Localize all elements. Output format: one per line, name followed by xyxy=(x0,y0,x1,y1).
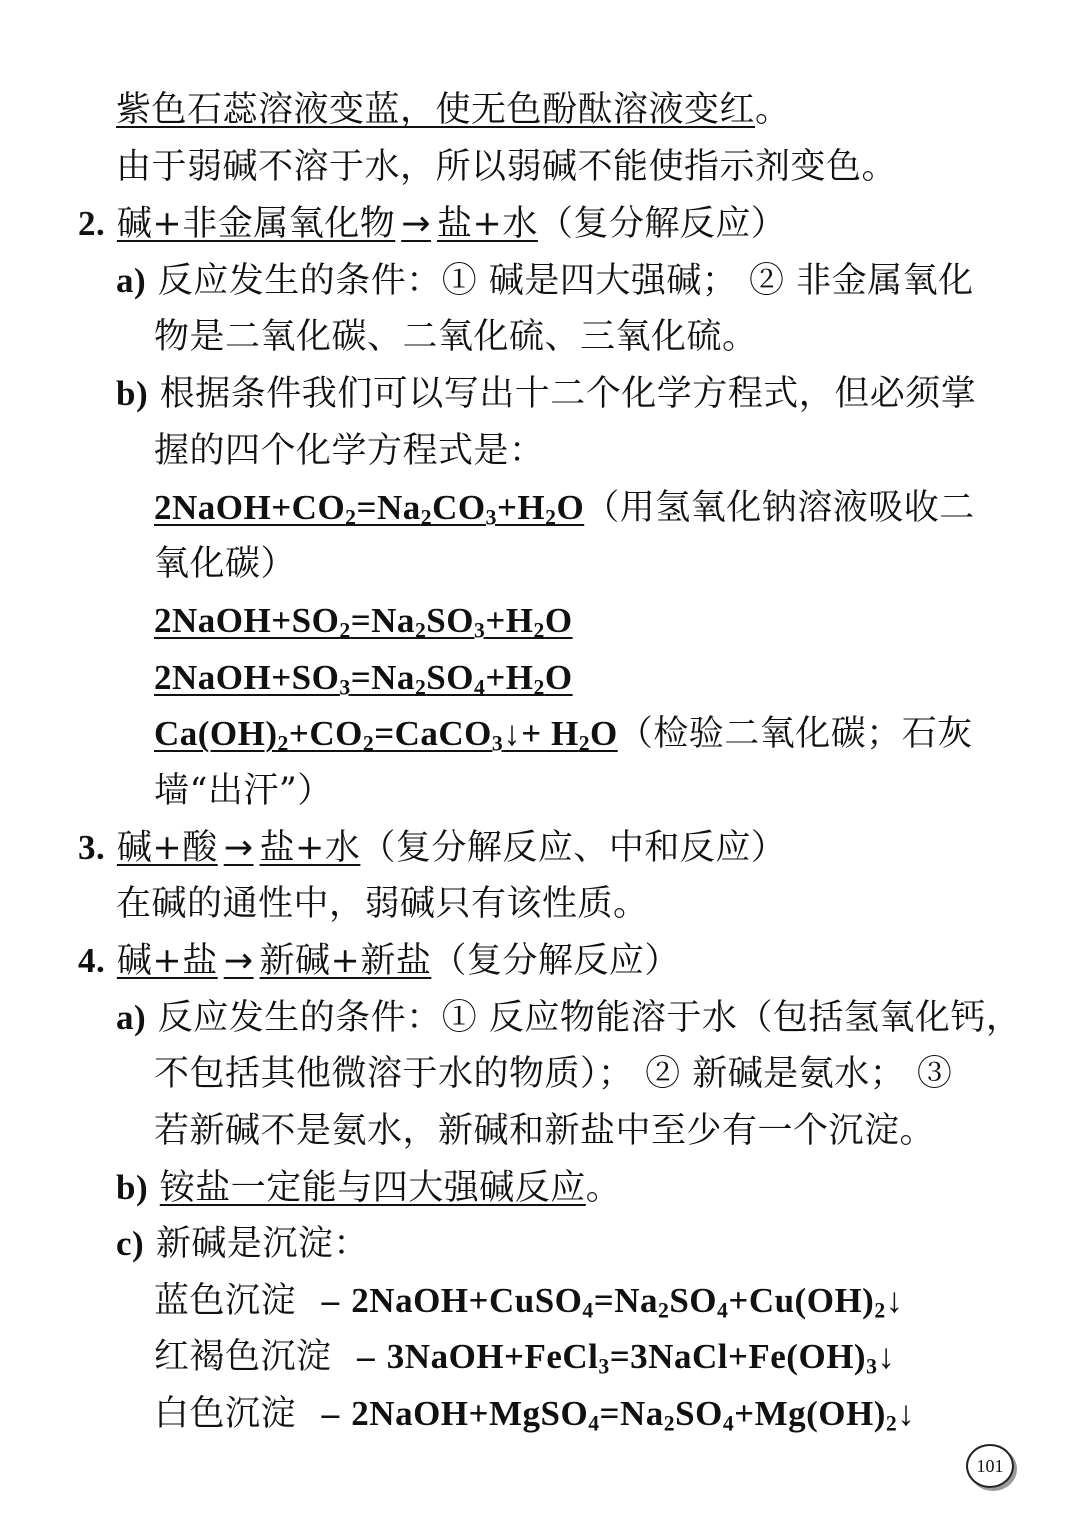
formula-part: +H xyxy=(485,601,534,640)
dash: – xyxy=(321,1281,340,1320)
reactants: 碱+非金属氧化物 xyxy=(116,204,396,244)
section-3-reaction xyxy=(117,828,360,868)
subscript: 2 xyxy=(663,1411,676,1436)
section-2b-line1 xyxy=(116,370,976,418)
formula-part: +H xyxy=(496,488,546,527)
subscript: 2 xyxy=(533,675,545,700)
subscript: 2 xyxy=(420,505,433,530)
subscript: 3 xyxy=(473,618,486,643)
products: 盐+水 xyxy=(259,828,361,868)
reaction-type: （复分解反应） xyxy=(537,204,787,244)
equation-naoh-co2 xyxy=(154,488,585,530)
equation-note: （检验二氧化碳；石灰 xyxy=(617,714,973,754)
formula-part: 2NaOH+SO xyxy=(154,658,340,697)
equation-naoh-so3 xyxy=(154,658,573,700)
equation-note: （用氢氧化钠溶液吸收二 xyxy=(584,488,975,528)
item-label: a) xyxy=(116,998,147,1037)
subscript: 2 xyxy=(545,505,557,530)
formula-part: =3NaCl+Fe(OH) xyxy=(609,1337,867,1376)
reaction-type: （复分解反应、中和反应） xyxy=(360,828,787,868)
subscript: 2 xyxy=(657,1298,670,1323)
section-number: 3. xyxy=(78,828,106,867)
formula-part: 3NaOH+FeCl xyxy=(386,1337,599,1376)
formula-part: SO xyxy=(426,601,474,640)
equation-fecl3 xyxy=(386,1337,896,1379)
arrow-icon: → xyxy=(223,941,254,981)
item-label: b) xyxy=(116,374,149,413)
formula-part: O xyxy=(544,658,573,697)
formula-part: =Na xyxy=(599,1394,664,1433)
section-number: 2. xyxy=(78,204,106,243)
precipitate-color: 红褐色沉淀 xyxy=(154,1337,332,1377)
formula-part: O xyxy=(590,714,618,753)
formula-part: SO xyxy=(426,658,474,697)
equation-mgso4 xyxy=(351,1394,916,1436)
subscript: 3 xyxy=(866,1354,878,1379)
formula-part: =Na xyxy=(356,488,421,527)
products: 盐+水 xyxy=(437,204,538,244)
formula-part: 2NaOH+SO xyxy=(154,601,340,640)
subscript: 2 xyxy=(533,618,545,643)
section-2b-line2: 握的四个化学方程式是： xyxy=(154,431,545,471)
formula-part: ↓ xyxy=(877,1337,896,1376)
formula-part: O xyxy=(544,601,573,640)
formula-part: ↓ xyxy=(897,1394,916,1433)
subscript: 4 xyxy=(722,1411,735,1436)
reactants: 碱+盐 xyxy=(116,941,218,981)
item-text: 根据条件我们可以写出十二个化学方程式，但必须掌 xyxy=(159,374,977,414)
dash: – xyxy=(357,1337,376,1376)
subscript: 4 xyxy=(582,1298,594,1323)
subscript: 2 xyxy=(885,1411,898,1436)
equation-caoh2-co2 xyxy=(154,714,618,756)
subscript: 4 xyxy=(473,675,486,700)
equation-cuso4 xyxy=(351,1281,904,1323)
subscript: 2 xyxy=(277,731,289,756)
item-label: c) xyxy=(116,1224,145,1263)
subscript: 2 xyxy=(874,1298,886,1323)
section-2-heading xyxy=(78,200,786,248)
section-2a-line1 xyxy=(116,257,974,305)
formula-part: +Cu(OH) xyxy=(728,1281,875,1320)
precipitate-red-brown xyxy=(154,1333,895,1381)
section-4-reaction xyxy=(117,941,431,981)
subscript: 2 xyxy=(362,731,375,756)
period: 。 xyxy=(755,90,791,130)
section-4a-line1 xyxy=(116,994,1021,1042)
formula-part: =Na xyxy=(593,1281,658,1320)
formula-part: ↓+ H xyxy=(503,714,579,753)
litmus-text: 紫色石蕊溶液变蓝，使无色酚酞溶液变红 xyxy=(116,90,756,130)
arrow-icon: → xyxy=(401,204,432,244)
formula-part: SO xyxy=(669,1281,718,1320)
subscript: 3 xyxy=(339,675,351,700)
line-litmus xyxy=(116,86,791,134)
formula-part: O xyxy=(556,488,585,527)
item-text: 反应发生的条件：① 反应物能溶于水（包括氢氧化钙， xyxy=(157,998,1022,1038)
subscript: 3 xyxy=(598,1354,610,1379)
formula-part: SO xyxy=(675,1394,723,1433)
products: 新碱+新盐 xyxy=(259,941,432,981)
item-text: 铵盐一定能与四大强碱反应 xyxy=(159,1168,586,1208)
item-text: 新碱是沉淀： xyxy=(155,1224,369,1264)
precipitate-color: 蓝色沉淀 xyxy=(154,1281,297,1321)
equation-note-line2: 氧化碳） xyxy=(154,544,297,584)
dash: – xyxy=(321,1394,340,1433)
equation-line-3 xyxy=(154,654,573,702)
equation-line-4 xyxy=(154,710,973,758)
precipitate-color: 白色沉淀 xyxy=(154,1394,297,1434)
reactants: 碱+酸 xyxy=(116,828,218,868)
subscript: 2 xyxy=(339,618,351,643)
item-label: a) xyxy=(116,261,147,300)
subscript: 2 xyxy=(414,618,427,643)
item-text: 反应发生的条件：① 碱是四大强碱； ② 非金属氧化 xyxy=(157,261,974,301)
subscript: 2 xyxy=(578,731,591,756)
formula-part: +Mg(OH) xyxy=(734,1394,886,1433)
formula-part: 2NaOH+CO xyxy=(154,488,346,527)
equation-naoh-so2 xyxy=(154,601,573,643)
section-2a-line2: 物是二氧化碳、二氧化硫、三氧化硫。 xyxy=(154,317,758,357)
section-number: 4. xyxy=(78,941,106,980)
formula-part: +H xyxy=(485,658,534,697)
section-4c xyxy=(116,1220,369,1268)
subscript: 3 xyxy=(491,731,504,756)
precipitate-white xyxy=(154,1390,915,1438)
subscript: 4 xyxy=(588,1411,600,1436)
item-label: b) xyxy=(116,1168,149,1207)
subscript: 3 xyxy=(485,505,497,530)
section-4b xyxy=(116,1164,621,1212)
period: 。 xyxy=(585,1168,622,1208)
section-2-reaction xyxy=(117,204,538,244)
formula-part: =Na xyxy=(350,601,415,640)
formula-part: +CO xyxy=(288,714,363,753)
section-4a-line2: 不包括其他微溶于水的物质）； ② 新碱是氨水； ③ xyxy=(154,1054,953,1094)
equation-line-1 xyxy=(154,484,975,532)
equation-note-line2: 墙“出汗”） xyxy=(154,771,333,811)
subscript: 2 xyxy=(345,505,357,530)
formula-part: Ca(OH) xyxy=(154,714,278,753)
section-4-heading xyxy=(78,937,680,985)
page-number: 101 xyxy=(966,1444,1014,1488)
weak-base-note: 由于弱碱不溶于水，所以弱碱不能使指示剂变色。 xyxy=(116,147,898,187)
reaction-type: （复分解反应） xyxy=(431,941,680,981)
formula-part: CO xyxy=(432,488,486,527)
subscript: 2 xyxy=(414,675,427,700)
equation-line-2 xyxy=(154,597,573,645)
formula-part: ↓ xyxy=(885,1281,904,1320)
section-4a-line3: 若新碱不是氨水，新碱和新盐中至少有一个沉淀。 xyxy=(154,1111,936,1151)
formula-part: 2NaOH+CuSO xyxy=(351,1281,583,1320)
arrow-icon: → xyxy=(223,828,254,868)
formula-part: =Na xyxy=(350,658,415,697)
section-3-text: 在碱的通性中，弱碱只有该性质。 xyxy=(116,884,649,924)
precipitate-blue xyxy=(154,1277,904,1325)
formula-part: =CaCO xyxy=(374,714,492,753)
subscript: 4 xyxy=(717,1298,729,1323)
section-3-heading xyxy=(78,824,786,872)
formula-part: 2NaOH+MgSO xyxy=(351,1394,589,1433)
